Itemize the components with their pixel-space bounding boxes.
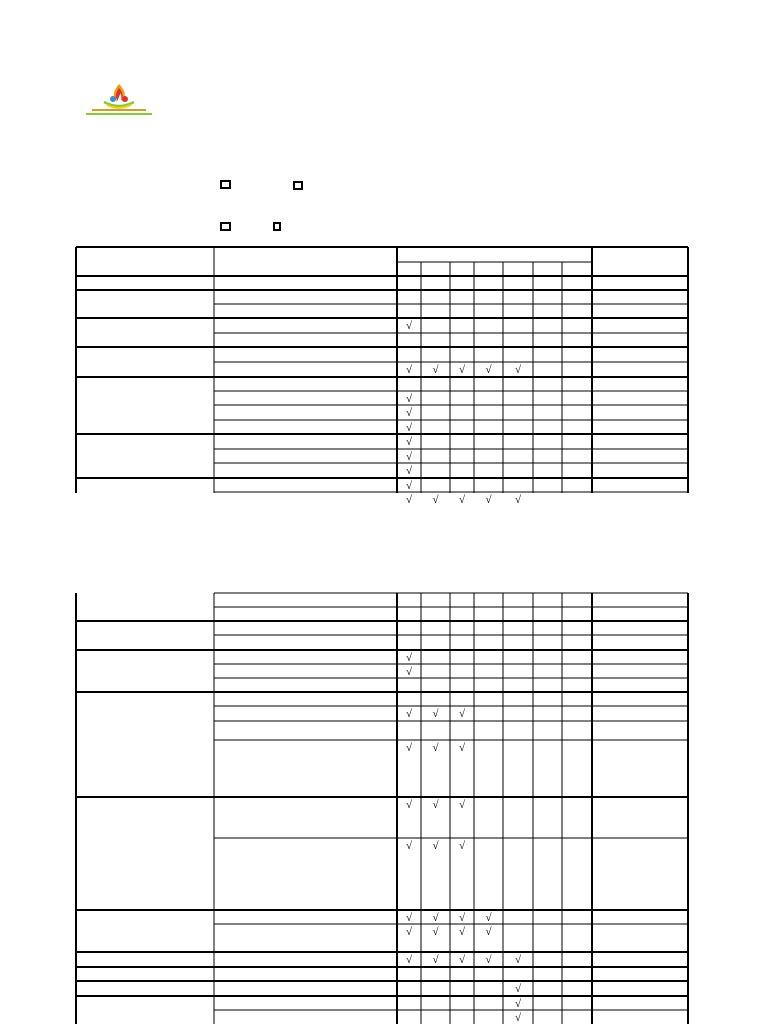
check-mark: √ [514,364,522,376]
check-mark: √ [405,840,413,852]
check-mark: √ [432,364,439,376]
check-mark: √ [405,666,413,678]
check-mark: √ [458,708,466,720]
check-mark: √ [405,436,413,448]
check-mark: √ [514,1012,522,1024]
check-mark: √ [458,954,466,966]
check-mark: √ [405,799,413,811]
check-mark: √ [405,451,413,463]
check-mark: √ [405,407,413,419]
check-mark: √ [458,494,466,506]
check-mark: √ [405,465,413,477]
check-mark: √ [405,912,413,924]
check-mark: √ [405,954,413,966]
check-mark: √ [405,422,413,434]
check-mark: √ [432,799,439,811]
check-mark: √ [514,954,522,966]
check-mark: √ [432,912,439,924]
check-mark: √ [405,742,413,754]
check-mark: √ [405,480,413,492]
check-mark: √ [514,998,522,1010]
check-mark: √ [514,983,522,995]
check-mark: √ [432,954,439,966]
check-mark: √ [405,652,413,664]
check-mark: √ [432,742,439,754]
check-mark: √ [458,926,466,938]
check-mark: √ [432,840,439,852]
check-mark: √ [432,494,439,506]
check-mark: √ [405,364,413,376]
check-mark: √ [458,742,466,754]
check-mark: √ [458,912,466,924]
check-mark: √ [485,494,492,506]
check-mark: √ [514,494,522,506]
check-mark: √ [405,926,413,938]
check-mark: √ [405,494,413,506]
check-mark: √ [458,840,466,852]
check-mark: √ [405,320,413,332]
check-mark: √ [405,708,413,720]
check-mark: √ [485,364,492,376]
check-mark: √ [485,926,492,938]
check-mark: √ [432,708,439,720]
check-mark: √ [458,799,466,811]
check-mark: √ [485,954,492,966]
check-mark: √ [405,393,413,405]
check-mark: √ [432,926,439,938]
check-mark: √ [485,912,492,924]
check-mark: √ [458,364,466,376]
